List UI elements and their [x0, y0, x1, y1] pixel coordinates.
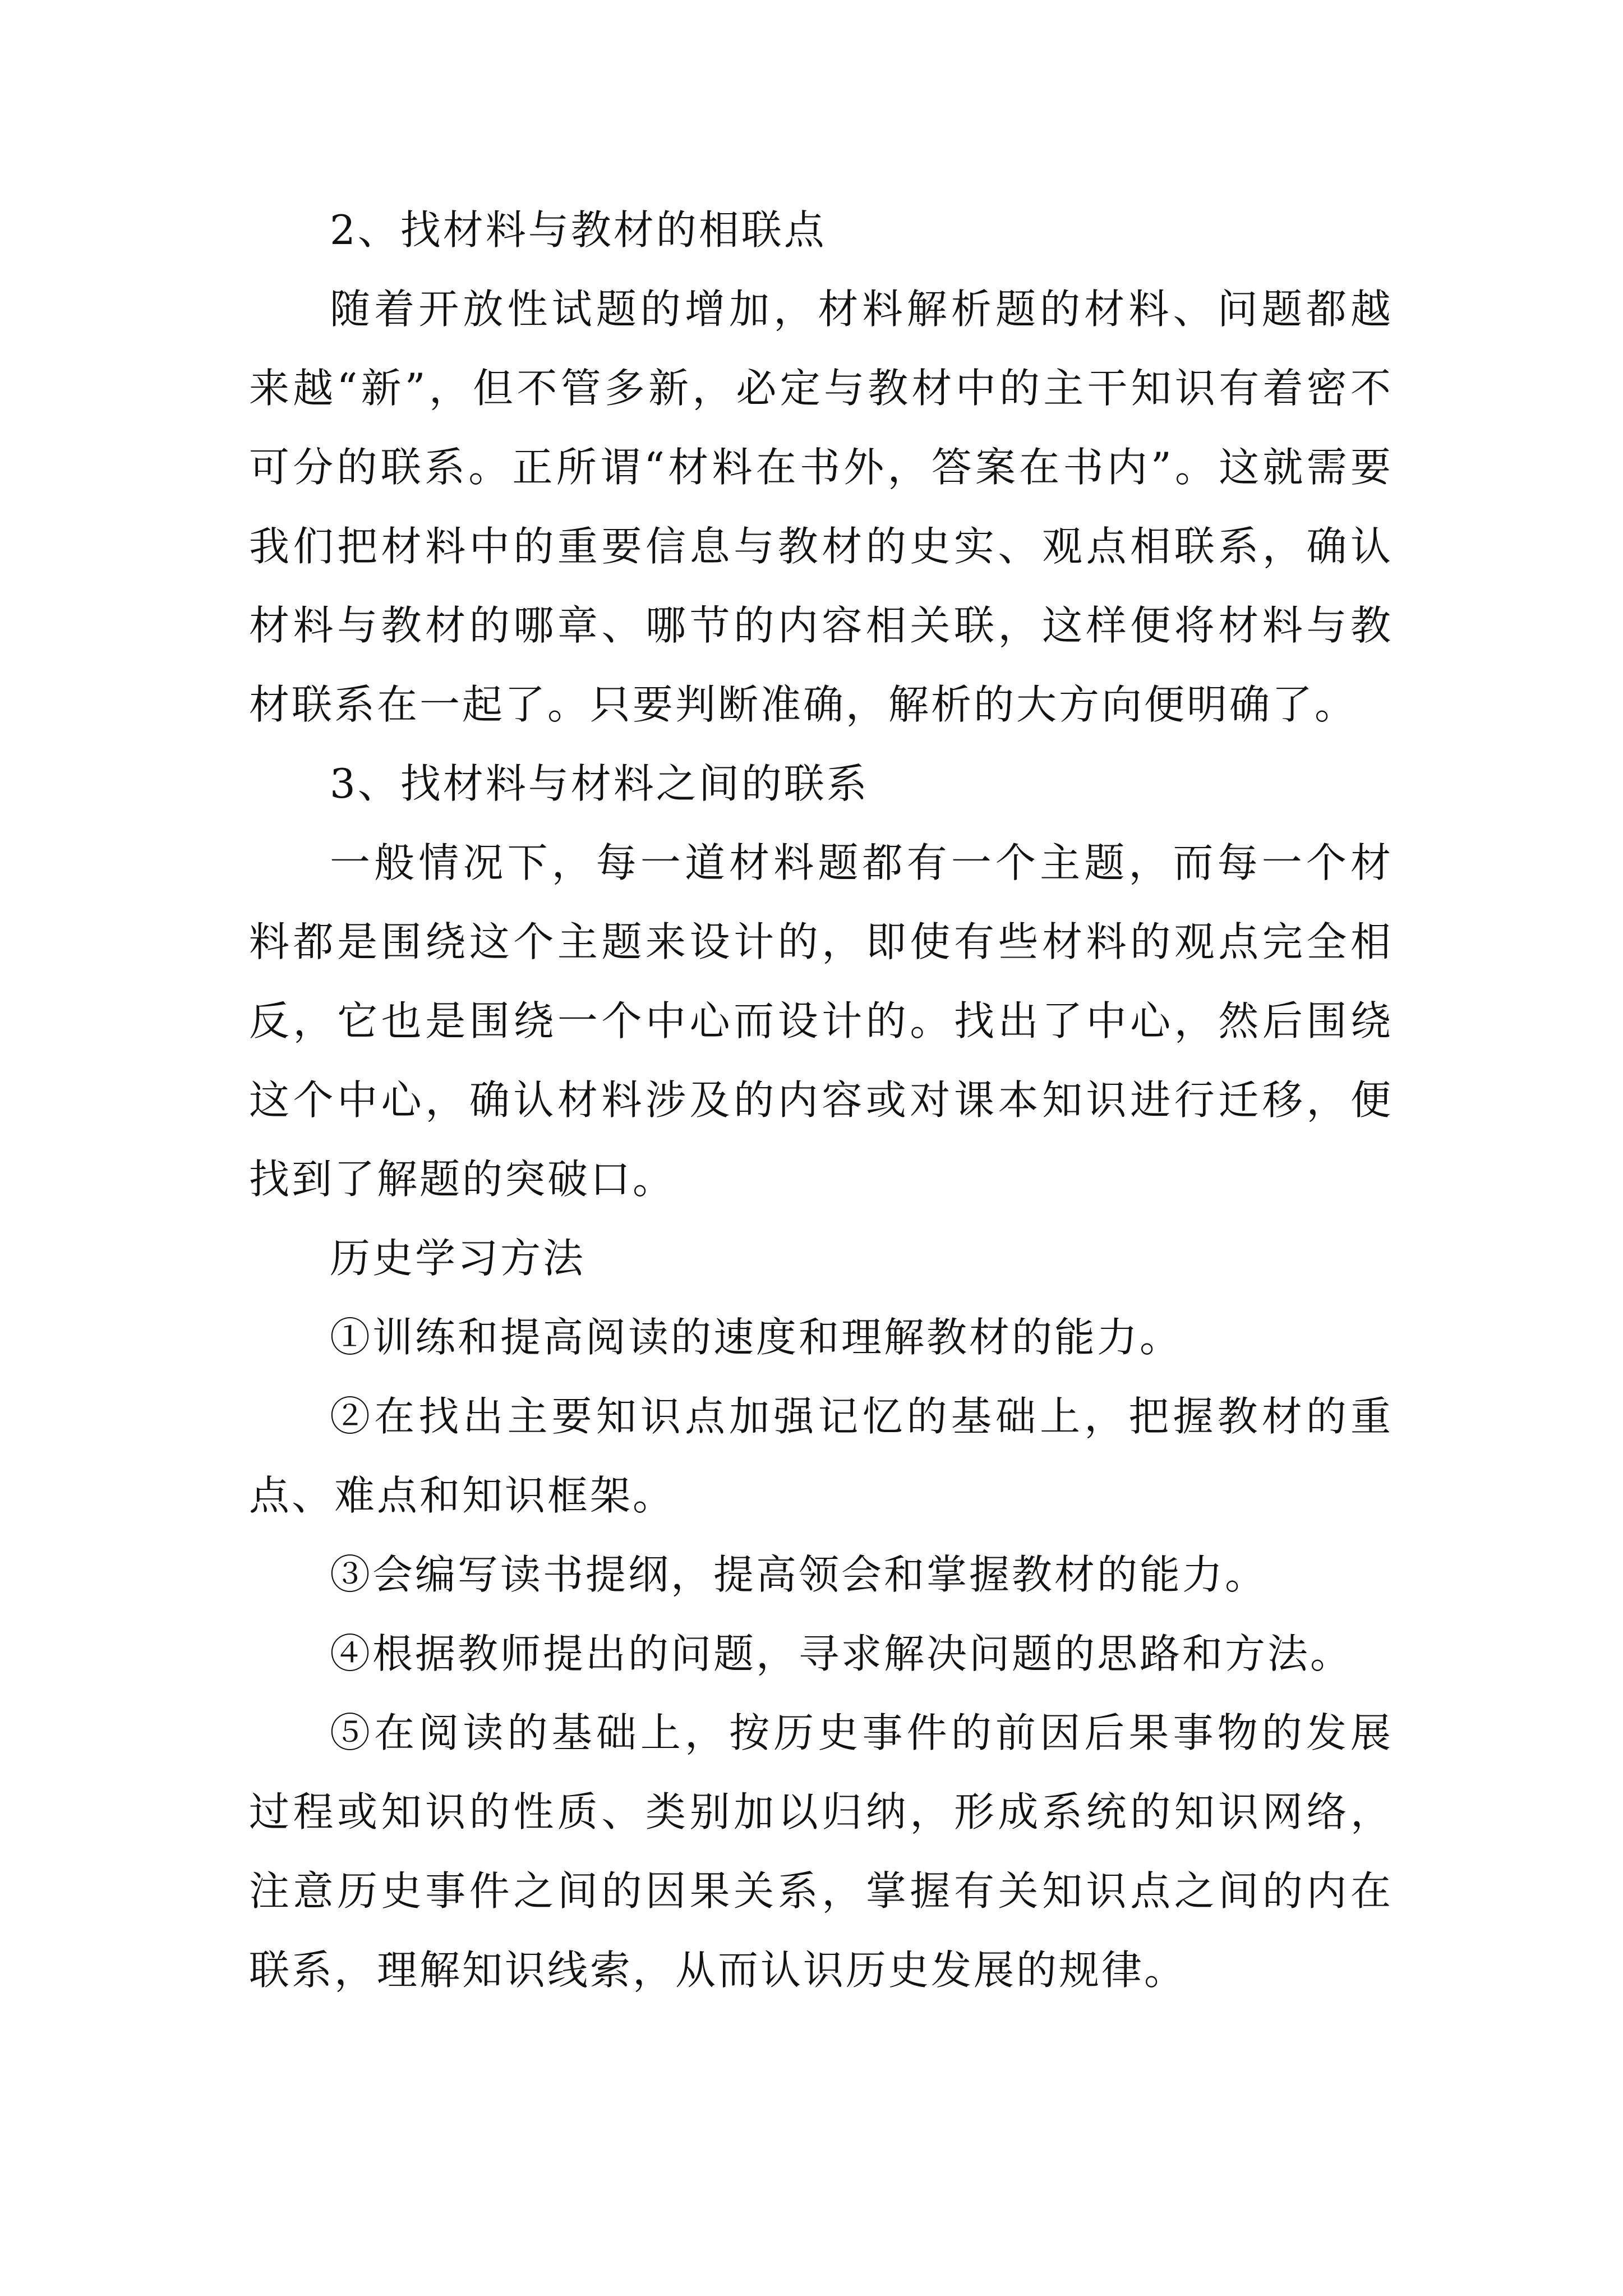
document-body	[249, 191, 1393, 2010]
paragraph-material-material-link: 一般情况下，每一道材料题都有一个主题，而每一个材料都是围绕这个主题来设计的，即使有些材料的观点完全相反，它也是围绕一个中心而设计的。找出了中心，然后围绕这个中心，确认材料涉及的内容或对课本知识进行迁移，便找到了解题的突破口。	[249, 839, 1393, 1203]
method-item-2: ②在找出主要知识点加强记忆的基础上，把握教材的重点、难点和知识框架。	[249, 1393, 1393, 1519]
section-heading-2: 2、找材料与教材的相联点	[330, 206, 827, 254]
method-item-4: ④根据教师提出的问题，寻求解决问题的思路和方法。	[330, 1630, 1353, 1677]
method-item-3: ③会编写读书提纲，提高领会和掌握教材的能力。	[330, 1551, 1268, 1598]
section-heading-3: 3、找材料与材料之间的联系	[330, 760, 869, 807]
method-item-1: ①训练和提高阅读的速度和理解教材的能力。	[330, 1314, 1183, 1361]
section-heading-study-methods: 历史学习方法	[330, 1235, 586, 1282]
paragraph-material-textbook-link: 随着开放性试题的增加，材料解析题的材料、问题都越来越“新”，但不管多新，必定与教材中的主干知识有着密不可分的联系。正所谓“材料在书外，答案在书内”。这就需要我们把材料中的重要信息与教材的史实、观点相联系，确认材料与教材的哪章、哪节的内容相关联，这样便将材料与教材联系在一起了。只要判断准确，解析的大方向便明确了。	[249, 286, 1393, 728]
method-item-5: ⑤在阅读的基础上，按历史事件的前因后果事物的发展过程或知识的性质、类别加以归纳，形成系统的知识网络，注意历史事件之间的因果关系，掌握有关知识点之间的内在联系，理解知识线索，从而认识历史发展的规律。	[249, 1709, 1393, 1994]
